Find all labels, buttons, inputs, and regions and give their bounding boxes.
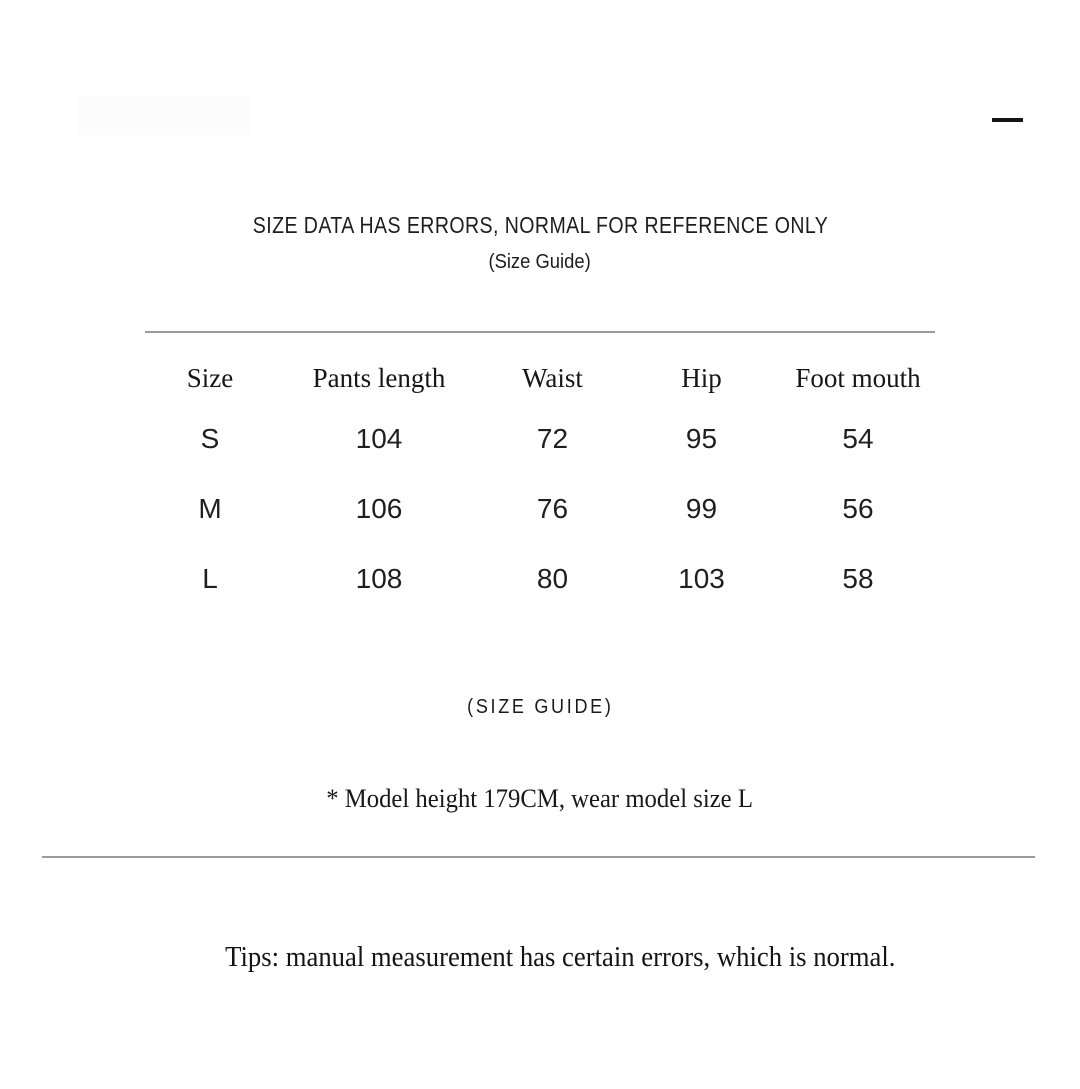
- column-header-waist: Waist: [522, 363, 583, 393]
- cell-pants-length: 104: [355, 423, 403, 454]
- table-top-divider: [145, 331, 935, 333]
- cell-foot-mouth: 56: [842, 493, 874, 524]
- bottom-divider: [42, 856, 1035, 858]
- model-note-row: [0, 783, 1080, 815]
- cell-waist: 80: [536, 563, 569, 594]
- cell-waist: 72: [536, 423, 569, 454]
- column-header-foot-mouth: Foot mouth: [795, 363, 921, 393]
- size-guide-caps-row: [0, 695, 1080, 719]
- table-row-s: [145, 404, 935, 474]
- cell-pants-length: 106: [355, 493, 403, 524]
- table-row-m: [145, 474, 935, 544]
- size-guide-caps-label: (SIZE GUIDE): [466, 696, 614, 718]
- cell-size-label: L: [202, 563, 218, 594]
- column-header-hip: Hip: [681, 363, 722, 393]
- cell-waist: 76: [536, 493, 569, 524]
- table-header-row: [145, 352, 935, 404]
- tips-row: [0, 940, 1080, 974]
- model-note: * Model height 179CM, wear model size L: [326, 784, 754, 813]
- table-row-l: [145, 544, 935, 614]
- page-title: SIZE DATA HAS ERRORS, NORMAL FOR REFERENCE ONLY: [252, 212, 828, 238]
- cell-foot-mouth: 58: [842, 563, 874, 594]
- page-subtitle: (Size Guide): [488, 251, 592, 273]
- cell-foot-mouth: 54: [842, 423, 874, 454]
- column-header-size: Size: [186, 363, 234, 393]
- cell-hip: 103: [678, 563, 725, 594]
- cell-size-label: M: [198, 493, 222, 524]
- page-title-row: [0, 212, 1080, 239]
- cell-hip: 99: [685, 493, 718, 524]
- cell-size-label: S: [200, 423, 220, 454]
- column-header-pants-length: Pants length: [312, 363, 446, 393]
- cell-hip: 95: [685, 423, 718, 454]
- tips-note: Tips: manual measurement has certain errors, which is normal.: [224, 941, 896, 973]
- faded-logo-watermark: [78, 96, 250, 135]
- minimize-dash-icon[interactable]: [992, 118, 1023, 122]
- size-table: [145, 352, 935, 614]
- page-subtitle-row: [0, 250, 1080, 274]
- cell-pants-length: 108: [355, 563, 403, 594]
